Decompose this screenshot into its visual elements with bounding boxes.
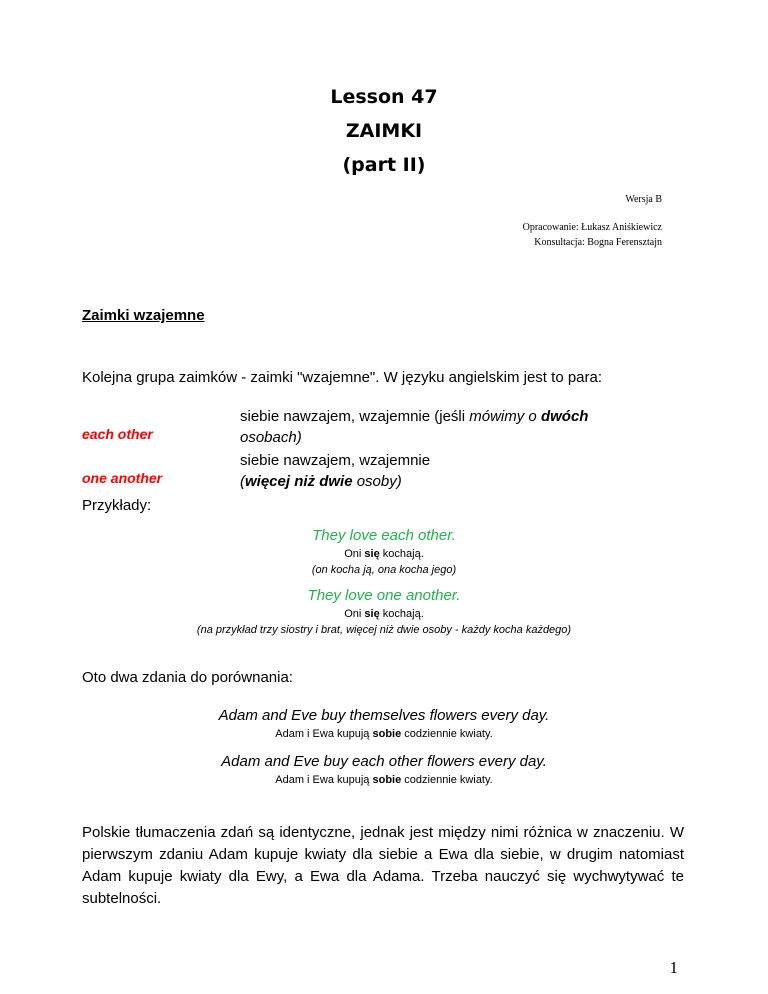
examples-label: Przykłady:: [82, 497, 152, 514]
example-2-note: (na przykład trzy siostry i brat, więcej niż dwie osoby - każdy kocha każdego): [196, 624, 572, 636]
compare-1-translation: Adam i Ewa kupują sobie codziennie kwiaty.: [275, 728, 493, 740]
version-label: Wersja B: [625, 194, 662, 205]
term-one-another: one another: [82, 470, 163, 486]
consultant-credit: Konsultacja: Bogna Ferensztajn: [534, 237, 662, 248]
example-1-note: (on kocha ją, ona kocha jego): [311, 564, 457, 576]
compare-1: [0, 706, 768, 742]
example-1-sentence: They love each other.: [312, 527, 456, 544]
example-2-sentence: They love one another.: [307, 587, 461, 604]
lesson-title: ZAIMKI: [345, 120, 423, 142]
example-1-translation: Oni się kochają.: [344, 548, 424, 560]
intro-paragraph: Kolejna grupa zaimków - zaimki "wzajemne". W języku angielskim jest to para:: [82, 369, 603, 386]
term-each-other-definition: siebie nawzajem, wzajemnie (jeśli mówimy o dwóch osobach): [240, 408, 589, 446]
compare-label: Oto dwa zdania do porównania:: [82, 669, 293, 686]
example-2: [0, 586, 768, 638]
compare-2: [0, 752, 768, 788]
compare-2-translation: Adam i Ewa kupują sobie codziennie kwiaty.: [275, 774, 493, 786]
conclusion-paragraph: Polskie tłumaczenia zdań są identyczne, jednak jest między nimi różnica w znaczeniu. W pierwszym zdaniu Adam kupuje kwiaty dla siebie a Ewa dla siebie, w drugim natomiast Adam kupuje kwiaty dla Ewy, a Ewa dla Adama. Trzeba nauczyć się wychwytywać te subtelności.: [82, 824, 684, 907]
term-one-another-definition: siebie nawzajem, wzajemnie (więcej niż dwie osoby): [240, 452, 431, 490]
example-1: [0, 526, 768, 578]
lesson-part: (part II): [342, 154, 426, 176]
term-each-other: each other: [82, 426, 153, 442]
author-credit: Opracowanie: Łukasz Aniśkiewicz: [522, 222, 662, 233]
page-number: 1: [669, 958, 678, 977]
compare-2-sentence: Adam and Eve buy each other flowers every day.: [221, 753, 547, 770]
section-heading: Zaimki wzajemne: [82, 307, 205, 324]
compare-1-sentence: Adam and Eve buy themselves flowers every day.: [218, 707, 550, 724]
lesson-number: Lesson 47: [330, 86, 438, 108]
example-2-translation: Oni się kochają.: [344, 608, 424, 620]
